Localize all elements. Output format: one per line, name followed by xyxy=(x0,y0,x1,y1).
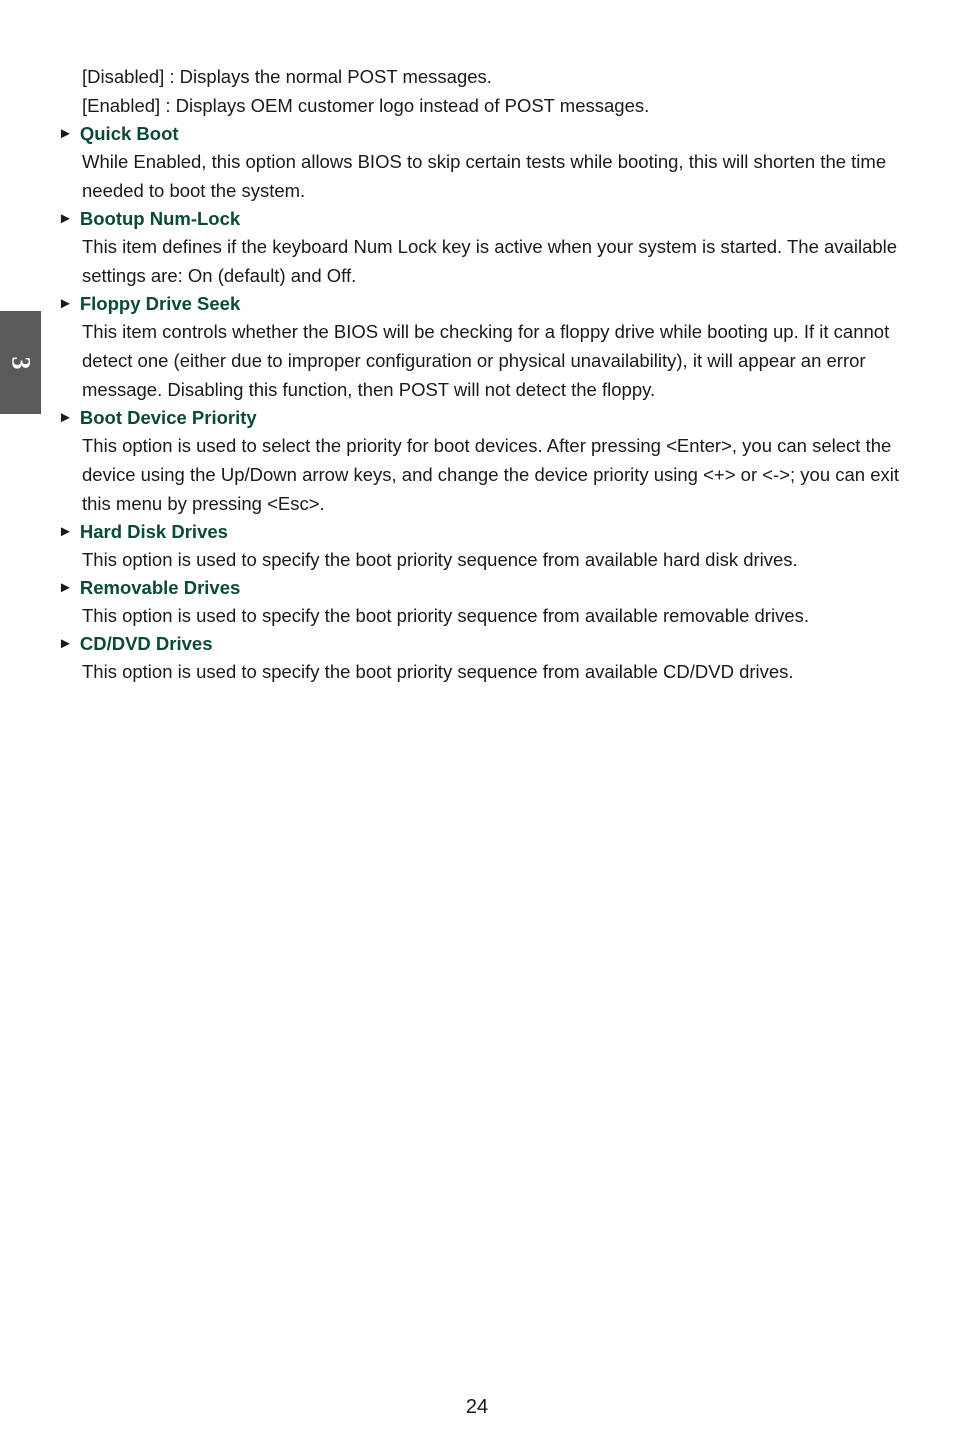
section-title: Hard Disk Drives xyxy=(79,521,228,542)
triangle-bullet-icon: ► xyxy=(58,409,73,426)
triangle-bullet-icon: ► xyxy=(58,523,73,540)
triangle-bullet-icon: ► xyxy=(58,579,73,596)
section-body-removable-drives: This option is used to specify the boot priority sequence from available removable drives. xyxy=(82,605,810,626)
section-title: Quick Boot xyxy=(79,123,179,144)
page-number: 24 xyxy=(465,1396,489,1418)
section-body-bootup-num-lock: This item defines if the keyboard Num Lock key is active when your system is started. The available settings are: On (default) and Off. xyxy=(82,236,898,286)
section-body-hard-disk-drives: This option is used to specify the boot priority sequence from available hard disk drives. xyxy=(82,549,798,570)
triangle-bullet-icon: ► xyxy=(58,295,73,312)
section-body-boot-device-priority: This option is used to select the priority for boot devices. After pressing <Enter>, you can select the device using the Up/Down arrow keys, and change the device priority using <+> or <->; you can exit this menu by pressing <Esc>. xyxy=(82,435,900,514)
triangle-bullet-icon: ► xyxy=(58,210,73,227)
section-heading-bootup-num-lock xyxy=(58,205,954,232)
intro-line-disabled: [Disabled] : Displays the normal POST messages. xyxy=(82,66,492,87)
section-body-cd-dvd-drives: This option is used to specify the boot priority sequence from available CD/DVD drives. xyxy=(82,661,794,682)
section-body-quick-boot: While Enabled, this option allows BIOS to skip certain tests while booting, this will shorten the time needed to boot the system. xyxy=(82,151,887,201)
section-heading-floppy-drive-seek xyxy=(58,290,954,317)
section-title: CD/DVD Drives xyxy=(79,633,213,654)
triangle-bullet-icon: ► xyxy=(58,125,73,142)
triangle-bullet-icon: ► xyxy=(58,635,73,652)
section-heading-quick-boot xyxy=(58,120,954,147)
section-body-floppy-drive-seek: This item controls whether the BIOS will be checking for a floppy drive while booting up. If it cannot detect one (either due to improper configuration or physical unavailability), it will appear an error message. Disabling this function, then POST will not detect the floppy. xyxy=(82,321,890,400)
intro-line-enabled: [Enabled] : Displays OEM customer logo instead of POST messages. xyxy=(82,95,650,116)
section-title: Removable Drives xyxy=(79,577,241,598)
section-heading-removable-drives xyxy=(58,574,954,601)
section-title: Boot Device Priority xyxy=(79,407,257,428)
page-content xyxy=(0,62,954,686)
section-heading-boot-device-priority xyxy=(58,404,954,431)
section-title: Floppy Drive Seek xyxy=(79,293,241,314)
chapter-number: 3 xyxy=(6,356,36,369)
section-title: Bootup Num-Lock xyxy=(79,208,241,229)
section-heading-cd-dvd-drives xyxy=(58,630,954,657)
section-heading-hard-disk-drives xyxy=(58,518,954,545)
